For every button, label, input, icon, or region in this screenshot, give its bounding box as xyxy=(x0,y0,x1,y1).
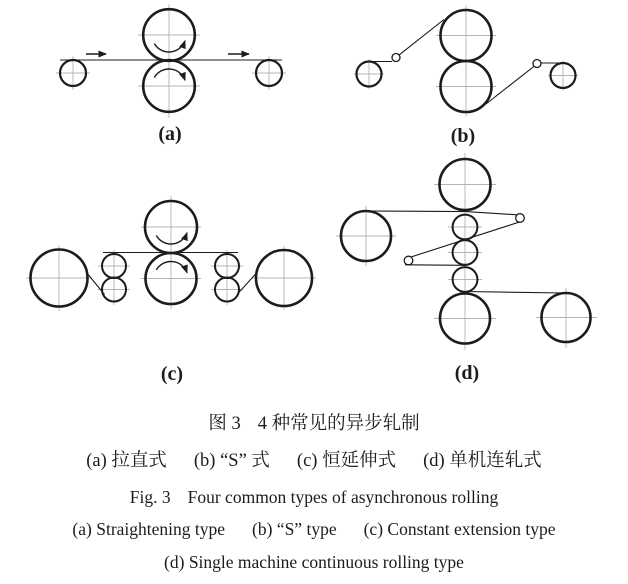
subtype-cn-a: (a) 拉直式 xyxy=(86,451,167,471)
subtype-en-d: (d) Single machine continuous rolling type xyxy=(164,552,464,572)
diagram-b xyxy=(354,5,578,147)
subtype-list-en-line1 xyxy=(0,519,628,540)
right-deflector-roller xyxy=(533,60,541,68)
subtype-cn-d: (d) 单机连轧式 xyxy=(423,451,542,471)
subtype-list-en-line2 xyxy=(0,552,628,573)
bottom-roll-rotation-arrow xyxy=(154,69,185,80)
panel-label-c: (c) xyxy=(160,363,184,385)
top-roll-rotation-arrow xyxy=(156,233,187,244)
figure-caption-en xyxy=(0,487,628,508)
panel-label-b: (b) xyxy=(450,125,476,147)
figure-title-en: Four common types of asynchronous rolling xyxy=(187,487,499,507)
right-deflector-roller xyxy=(516,214,525,223)
centerlines xyxy=(336,153,597,350)
subtype-list-cn xyxy=(0,446,628,472)
diagram-c xyxy=(26,196,316,385)
panel-label-a: (a) xyxy=(158,123,182,145)
subtype-cn-c: (c) 恒延伸式 xyxy=(296,451,397,471)
subtype-en-c: (c) Constant extension type xyxy=(363,519,556,539)
left-deflector-roller xyxy=(392,54,400,62)
left-deflector-roller xyxy=(404,256,413,265)
figure-caption-cn xyxy=(0,409,628,435)
bottom-roll-rotation-arrow xyxy=(156,262,187,273)
panel-label-d: (d) xyxy=(454,362,480,384)
exit-strip-diagonal xyxy=(237,273,257,295)
figure-number-en: Fig. 3 xyxy=(129,487,171,507)
subtype-en-b: (b) “S” type xyxy=(252,519,337,539)
subtype-en-a: (a) Straightening type xyxy=(72,519,226,539)
subtype-cn-b: (b) “S” 式 xyxy=(193,451,270,471)
top-roll-rotation-arrow xyxy=(154,41,185,52)
diagram-a xyxy=(56,4,286,145)
figure-title-cn: 4 种常见的异步轧制 xyxy=(257,414,420,434)
figure-number-cn: 图 3 xyxy=(208,414,241,434)
diagram-d xyxy=(336,153,597,384)
strip-path xyxy=(366,211,566,293)
